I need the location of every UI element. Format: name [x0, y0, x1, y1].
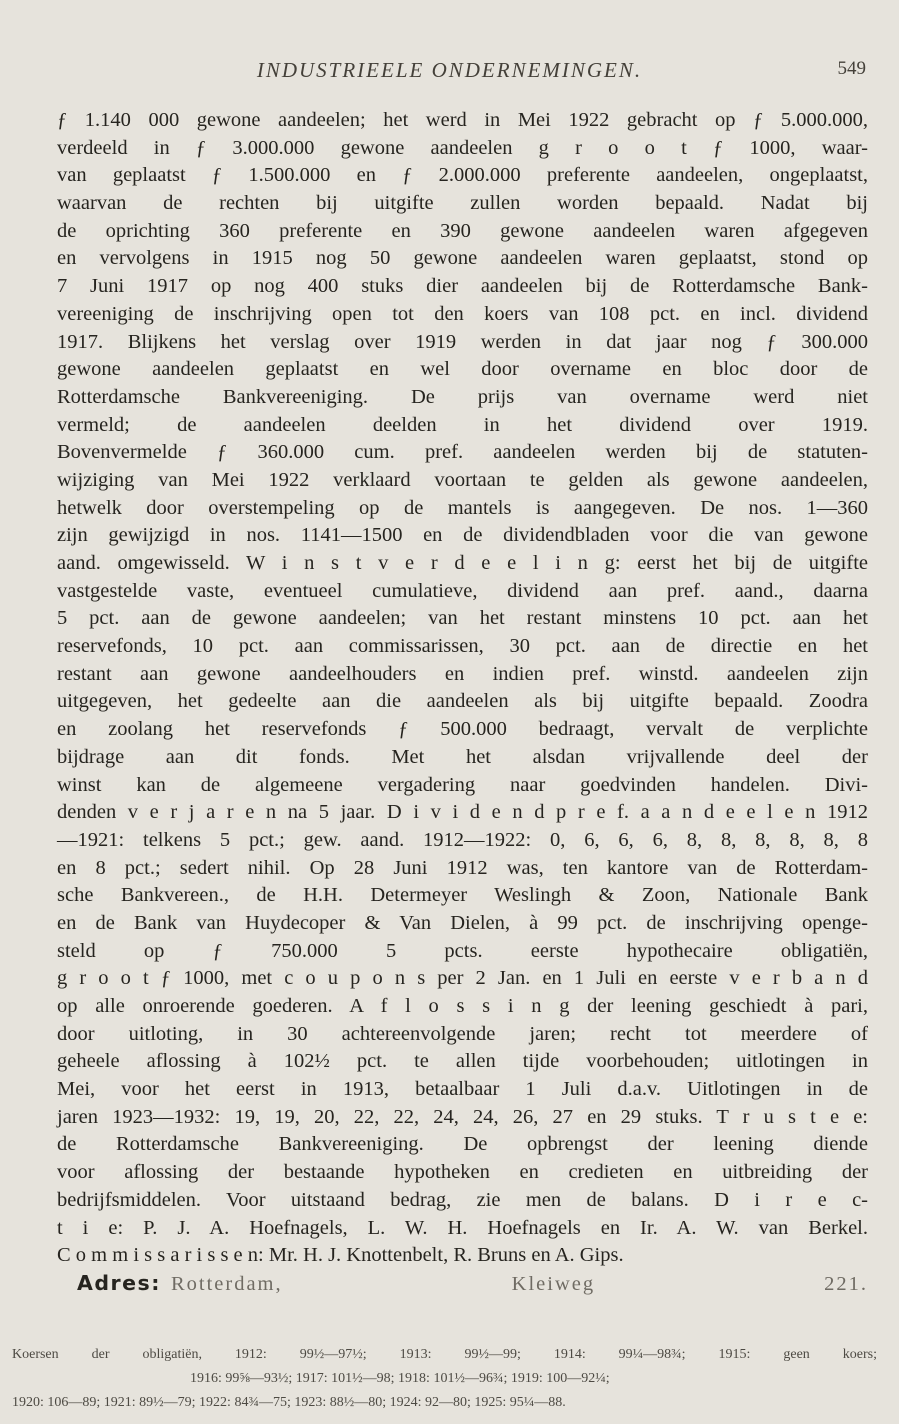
- text-line: de Rotterdamsche Bankvereeniging. De opbrengst der leening diende: [57, 1133, 868, 1156]
- text-line: door uitloting, in 30 achtereenvolgende jaren; recht tot meerdere of: [57, 1022, 868, 1045]
- text-line: 1917. Blijkens het verslag over 1919 werden in dat jaar nog ƒ 300.000: [57, 330, 868, 353]
- text-line: en vervolgens in 1915 nog 50 gewone aandeelen waren geplaatst, stond op: [57, 247, 868, 270]
- text-line: 7 Juni 1917 op nog 400 stuks dier aandeelen bij de Rotterdamsche Bank-: [57, 275, 868, 298]
- footnote-line: Koersen der obligatiën, 1912: 99½—97½; 1913: 99½—99; 1914: 99¼—98¾; 1915: geen koers;: [12, 1347, 877, 1362]
- text-line: verdeeld in ƒ 3.000.000 gewone aandeelen g r o o t ƒ 1000, waar-: [57, 136, 868, 159]
- text-line: gewone aandeelen geplaatst en wel door overname en bloc door de: [57, 358, 868, 381]
- text-line: ƒ 1.140 000 gewone aandeelen; het werd in Mei 1922 gebracht op ƒ 5.000.000,: [57, 109, 868, 131]
- text-line: en 8 pct.; sedert nihil. Op 28 Juni 1912 was, ten kantore van de Rotterdam-: [57, 856, 868, 879]
- text-line: jaren 1923—1932: 19, 19, 20, 22, 22, 24, 24, 26, 27 en 29 stuks. T r u s t e e:: [57, 1105, 868, 1128]
- text-line: —1921: telkens 5 pct.; gew. aand. 1912—1922: 0, 6, 6, 6, 8, 8, 8, 8, 8, 8: [57, 828, 868, 851]
- body-text: [57, 107, 868, 1298]
- text-line: reservefonds, 10 pct. aan commissarissen, 30 pct. aan de directie en het: [57, 635, 868, 658]
- text-line: de oprichting 360 preferente en 390 gewone aandeelen waren afgegeven: [57, 219, 868, 242]
- text-line: bedrijfsmiddelen. Voor uitstaand bedrag, zie men de balans. D i r e c-: [57, 1188, 868, 1211]
- text-line: waarvan de rechten bij uitgifte zullen worden bepaald. Nadat bij: [57, 192, 868, 215]
- text-line: restant aan gewone aandeelhouders en indien pref. winstd. aandeelen zijn: [57, 662, 868, 685]
- text-line: sche Bankvereen., de H.H. Determeyer Weslingh & Zoon, Nationale Bank: [57, 884, 868, 907]
- page-header: [0, 58, 899, 88]
- text-line: g r o o t ƒ 1000, met c o u p o n s per 2 Jan. en 1 Juli en eerste v e r b a n d: [57, 967, 868, 990]
- text-line: Mei, voor het eerst in 1913, betaalbaar 1 Juli d.a.v. Uitlotingen in de: [57, 1078, 868, 1101]
- text-line: vastgestelde vaste, eventueel cumulatieve, dividend aan pref. aand., daarna: [57, 579, 868, 602]
- text-line: winst kan de algemeene vergadering naar goedvinden handelen. Divi-: [57, 773, 868, 796]
- text-line: Rotterdamsche Bankvereeniging. De prijs van overname werd niet: [57, 385, 868, 408]
- text-line: op alle onroerende goederen. A f l o s s i n g der leening geschiedt à pari,: [57, 995, 868, 1017]
- text-line: denden v e r j a r e n na 5 jaar. D i v i d e n d p r e f. a a n d e e l e n 1912: [57, 801, 868, 824]
- text-line: bijdrage aan dit fonds. Met het alsdan vrijvallende deel der: [57, 745, 868, 768]
- text-line: voor aflossing der bestaande hypotheken en credieten en uitbreiding der: [57, 1161, 868, 1184]
- text-line: van geplaatst ƒ 1.500.000 en ƒ 2.000.000 preferente aandeelen, ongeplaatst,: [57, 164, 868, 187]
- text-line: t i e: P. J. A. Hoefnagels, L. W. H. Hoefnagels en Ir. A. W. van Berkel.: [57, 1216, 868, 1239]
- text-line: 5 pct. aan de gewone aandeelen; van het restant minstens 10 pct. aan het: [57, 607, 868, 630]
- footnote-line: 1920: 106—89; 1921: 89½—79; 1922: 84¾—75; 1923: 88½—80; 1924: 92—80; 1925: 95¼—88.: [12, 1395, 566, 1410]
- text-line: wijziging van Mei 1922 verklaard voortaan te gelden als gewone aandeelen,: [57, 468, 868, 491]
- address-value: Rotterdam, Kleiweg 221.: [170, 1272, 868, 1295]
- footnote-line: 1916: 99⅝—93½; 1917: 101½—98; 1918: 101½—96¾; 1919: 100—92¼;: [190, 1371, 610, 1386]
- text-line: vereeniging de inschrijving open tot den koers van 108 pct. en incl. dividend: [57, 302, 868, 325]
- text-line: Bovenvermelde ƒ 360.000 cum. pref. aandeelen werden bij de statuten-: [57, 441, 868, 464]
- text-line: uitgegeven, het gedeelte aan die aandeelen als bij uitgifte bepaald. Zoodra: [57, 690, 868, 713]
- text-line: en zoolang het reservefonds ƒ 500.000 bedraagt, vervalt de verplichte: [57, 718, 868, 741]
- text-line: geheele aflossing à 102½ pct. te allen tijde voorbehouden; uitlotingen in: [57, 1050, 868, 1073]
- address-line: [57, 1270, 868, 1298]
- text-line: steld op ƒ 750.000 5 pcts. eerste hypothecaire obligatiën,: [57, 939, 868, 962]
- text-line: C o m m i s s a r i s s e n: Mr. H. J. Knottenbelt, R. Bruns en A. Gips.: [57, 1244, 624, 1267]
- running-title: INDUSTRIEELE ONDERNEMINGEN.: [256, 58, 643, 82]
- text-line: zijn gewijzigd in nos. 1141—1500 en de dividendbladen voor die van gewone: [57, 524, 868, 547]
- page-number: 549: [837, 58, 866, 79]
- address-label: Adres:: [77, 1270, 161, 1295]
- footnote: [12, 1343, 877, 1415]
- text-line: en de Bank van Huydecoper & Van Dielen, à 99 pct. de inschrijving openge-: [57, 911, 868, 934]
- text-line: aand. omgewisseld. W i n s t v e r d e e l i n g: eerst het bij de uitgifte: [57, 552, 868, 574]
- text-line: hetwelk door overstempeling op de mantels is aangegeven. De nos. 1—360: [57, 496, 868, 519]
- text-line: vermeld; de aandeelen deelden in het dividend over 1919.: [57, 413, 868, 436]
